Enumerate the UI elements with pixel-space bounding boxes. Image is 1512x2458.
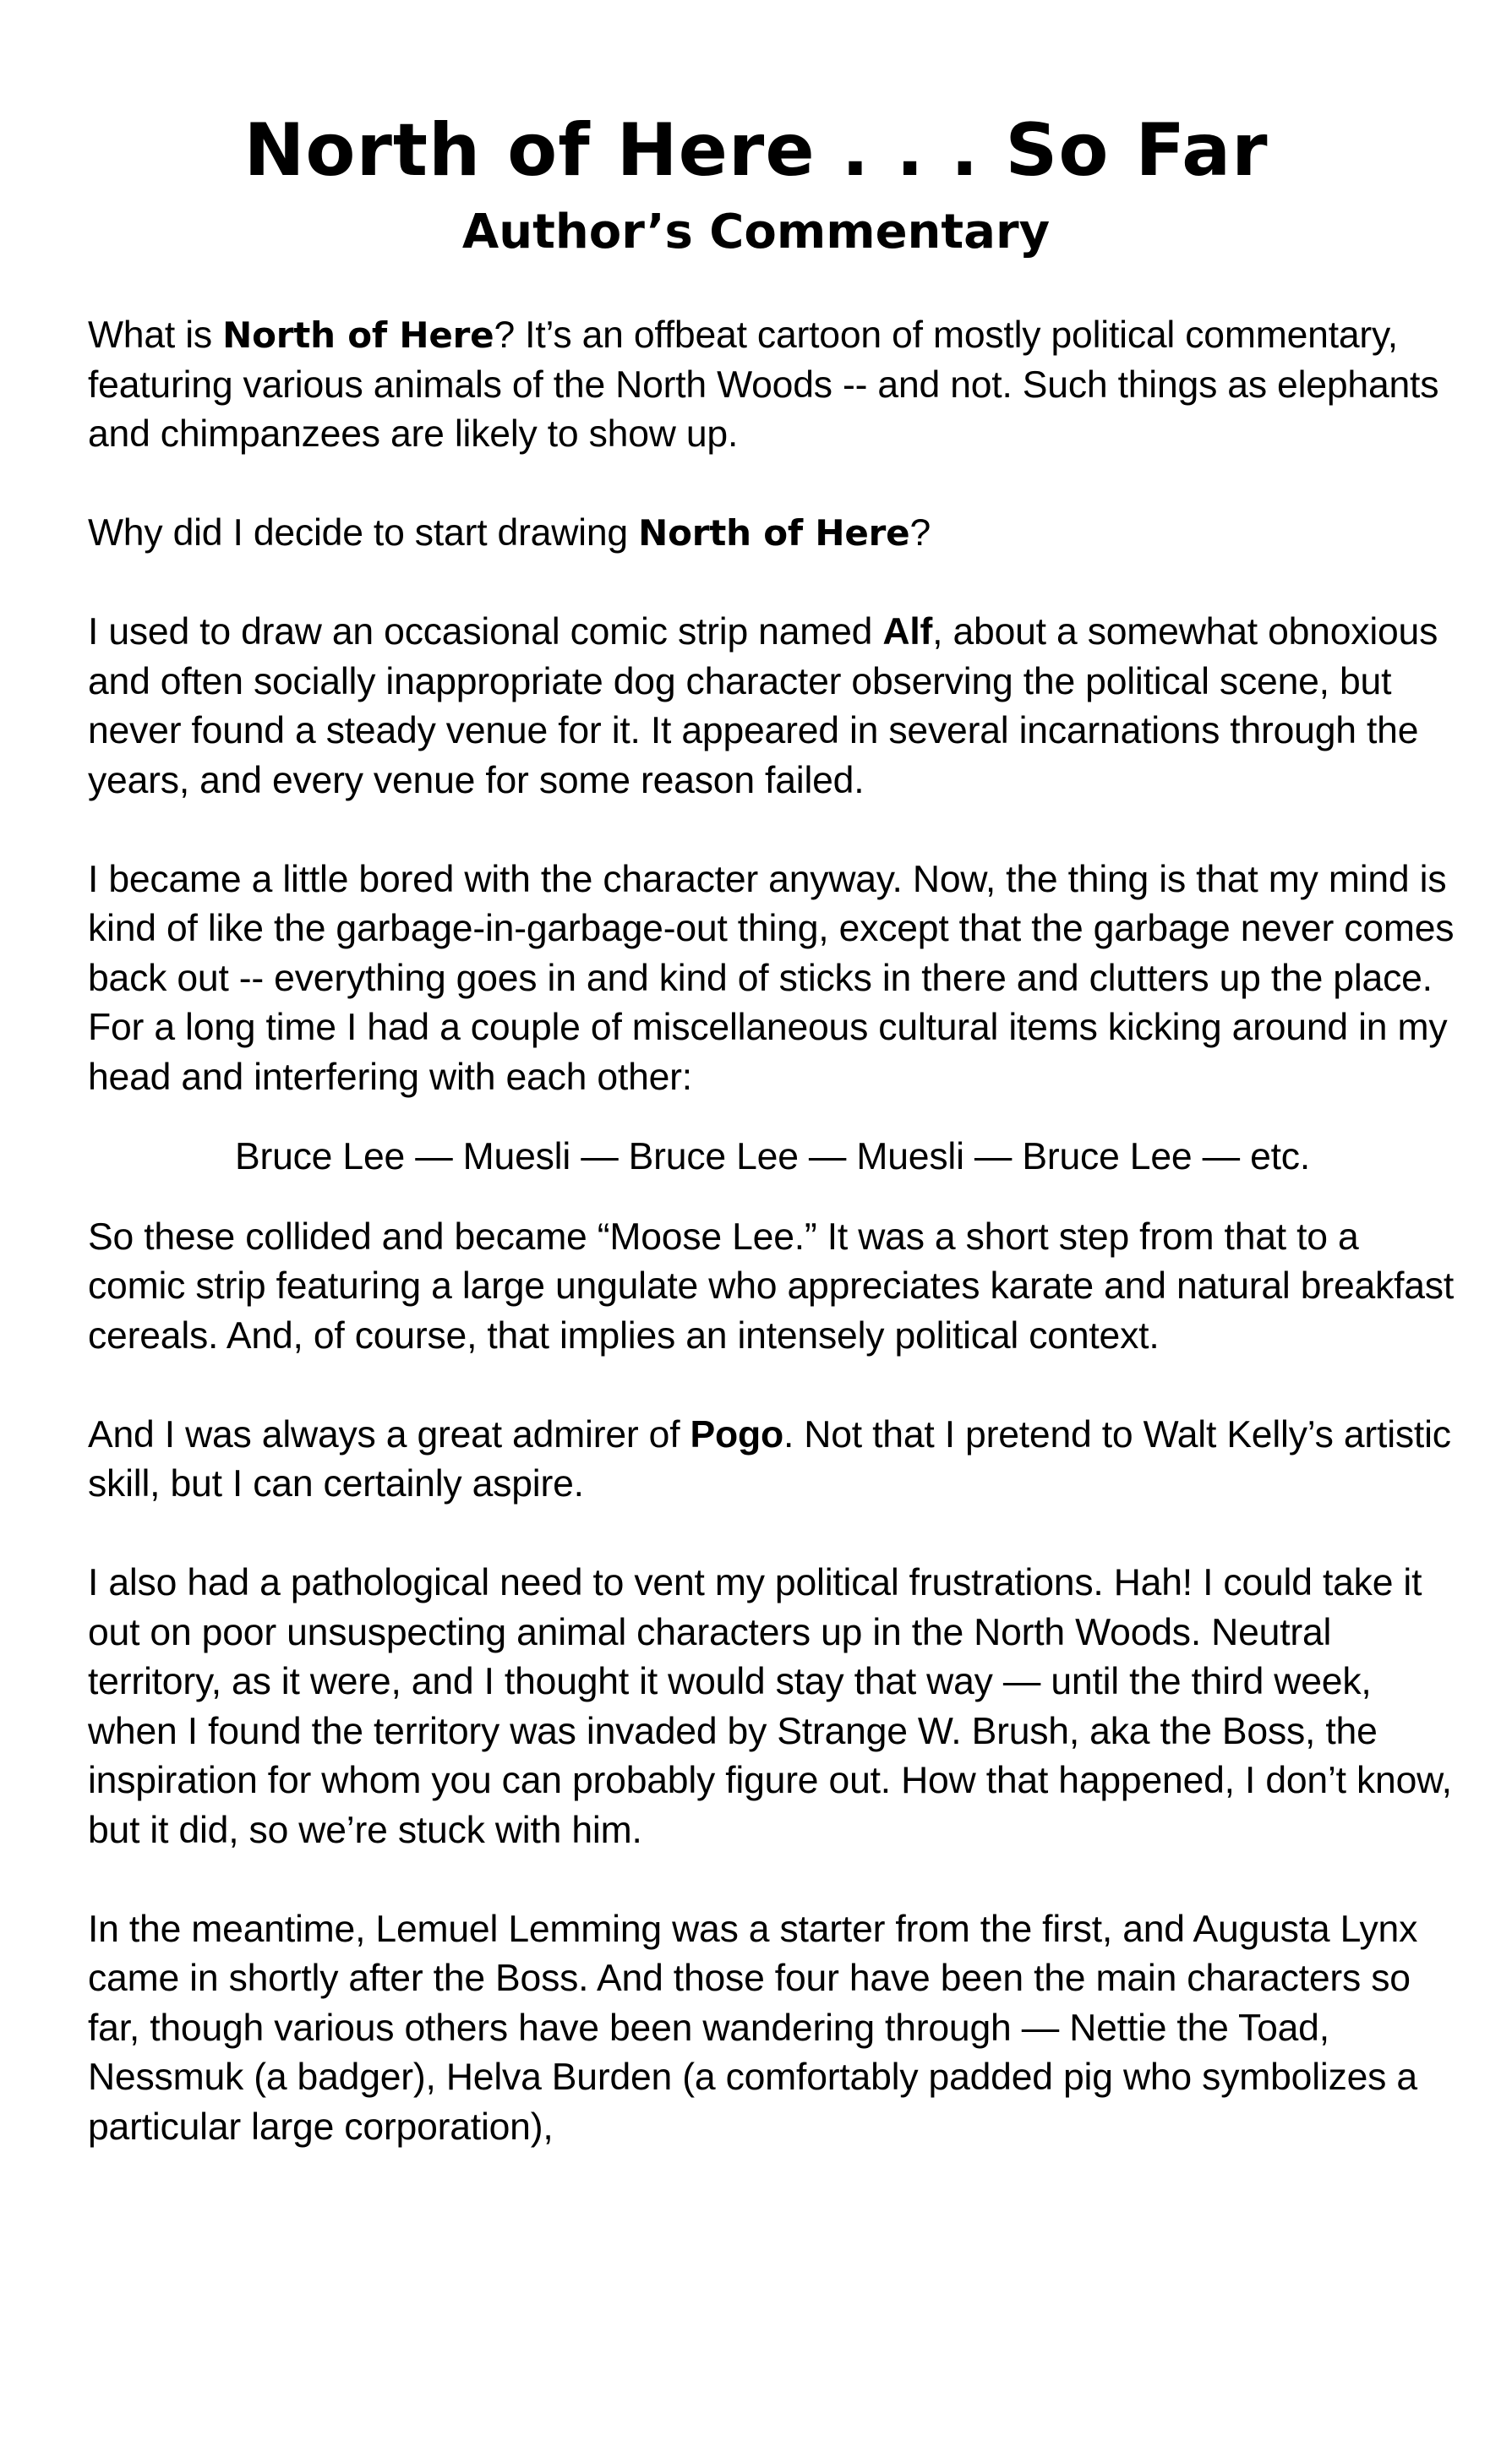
paragraph-text: I used to draw an occasional comic strip named [88, 611, 883, 653]
commentary-body [88, 311, 1457, 2202]
paragraph-moose-lee: So these collided and became “Moose Lee.” It was a short step from that to a comic strip featuring a large ungulate who appreciates karate and natural breakfast cereals. And, of course, that implies an intensely political context. [88, 1215, 1455, 1357]
paragraph-text: , about a somewhat obnoxious and often socially inappropriate dog character observing the political scene, but never found a steady venue for it. It appeared in several incarnations through the years, and every venue for some reason failed. [88, 611, 1438, 801]
paragraph-text: And I was always a great admirer of [88, 1413, 690, 1456]
paragraph-alf [88, 608, 1457, 806]
strip-name: Pogo [690, 1413, 783, 1456]
paragraph-pogo [88, 1411, 1457, 1510]
paragraph-what-is [88, 311, 1457, 460]
strip-name: Alf [882, 611, 933, 653]
cartoon-title: North of Here [222, 314, 494, 356]
cartoon-title: North of Here [638, 512, 910, 554]
paragraph-text: ? [909, 512, 931, 554]
paragraph-text: ? It’s an offbeat cartoon of mostly political commentary, featuring various animals of the North Woods -- and not. Such things as elephants and chimpanzees are likely to show up. [88, 314, 1439, 455]
paragraph-vent: I also had a pathological need to vent my political frustrations. Hah! I could take it out on poor unsuspecting animal characters up in the North Woods. Neutral territory, as it were, and I thought it would stay that way — until the third week, when I found the territory was invaded by Strange W. Brush, aka the Boss, the inspiration for whom you can probably figure out. How that happened, I don’t know, but it did, so we’re stuck with him. [88, 1562, 1452, 1851]
paragraph-bored: I became a little bored with the character anyway. Now, the thing is that my mind is kind of like the garbage-in-garbage-out thing, except that the garbage never comes back out -- everything goes in and kind of sticks in there and clutters up the place. For a long time I had a couple of miscellaneous cultural items kicking around in my head and interfering with each other: [88, 858, 1455, 1098]
paragraph-text: What is [88, 314, 223, 356]
paragraph-text: Why did I decide to start drawing [88, 512, 639, 554]
paragraph-bruce-lee: Bruce Lee — Muesli — Bruce Lee — Muesli — Bruce Lee — etc. [234, 1136, 1310, 1177]
paragraph-text: . Not that I pretend to Walt Kelly’s artistic skill, but I can certainly aspire. [88, 1413, 1451, 1505]
page-title: North of Here . . . So Far [243, 108, 1269, 193]
page-subtitle: Author’s Commentary [461, 205, 1051, 259]
paragraph-characters: In the meantime, Lemuel Lemming was a starter from the first, and Augusta Lynx came in shortly after the Boss. And those four have been the main characters so far, though various others have been wandering through — Nettie the Toad, Nessmuk (a badger), Helva Burden (a comfortably padded pig who symbolizes a particular large corporation), [88, 1908, 1418, 2148]
paragraph-why [88, 509, 1457, 559]
